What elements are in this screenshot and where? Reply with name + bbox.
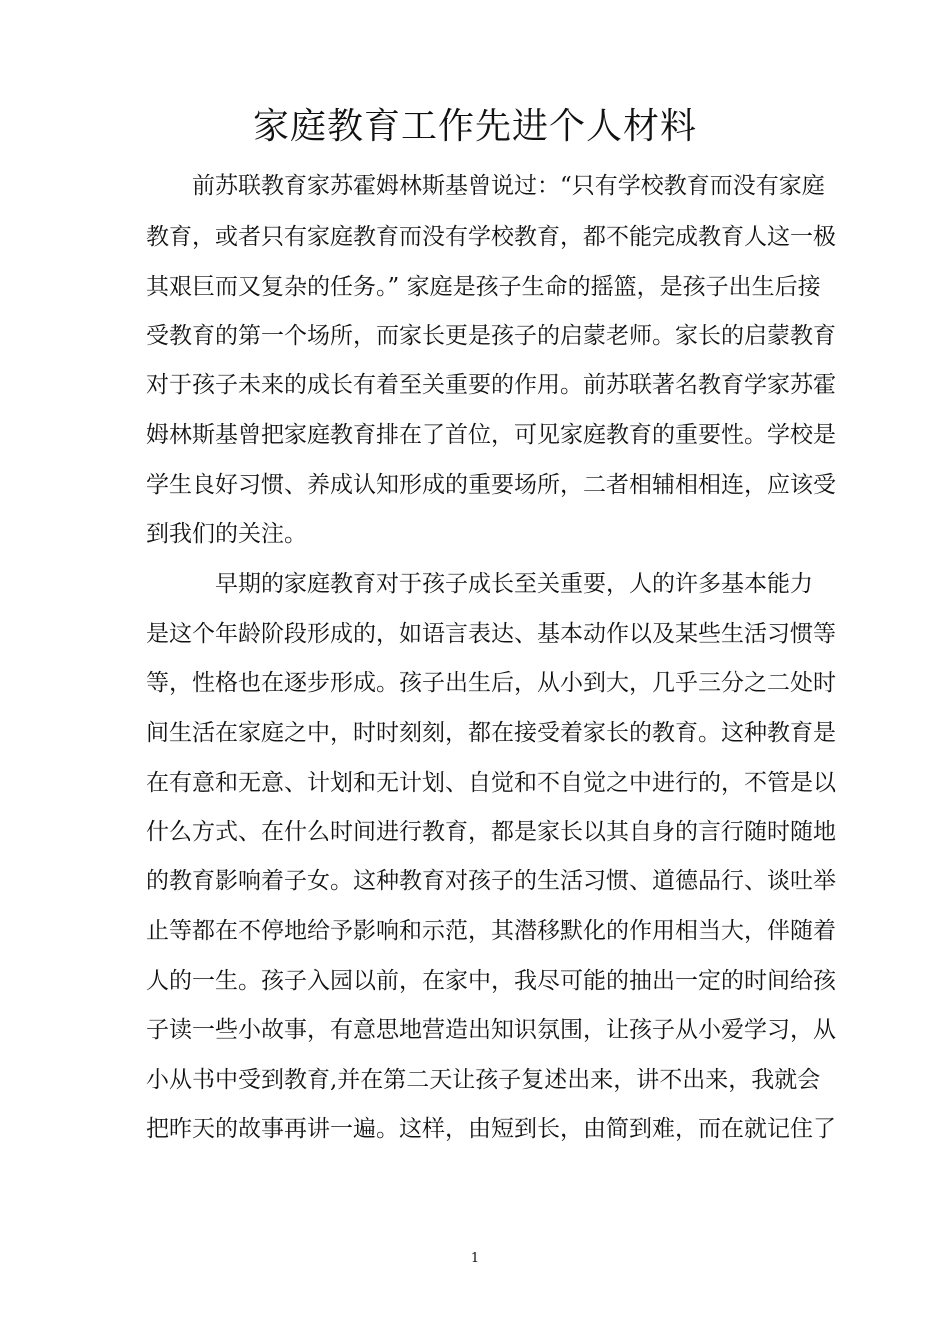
document-title: 家庭教育工作先进个人材料: [252, 106, 697, 147]
text-line: 受教育的第一个场所，而家长更是孩子的启蒙老师。家长的启蒙教育: [146, 323, 836, 349]
text-line: 把昨天的故事再讲一遍。这样，由短到长，由简到难，而在就记住了: [146, 1116, 836, 1142]
text-line: 是这个年龄阶段形成的，如语言表达、基本动作以及某些生活习惯等: [146, 621, 836, 647]
text-line: 学生良好习惯、养成认知形成的重要场所，二者相辅相相连，应该受: [146, 472, 836, 498]
text-line: 前苏联教育家苏霍姆林斯基曾说过：“只有学校教育而没有家庭: [146, 173, 825, 199]
text-line: 子读一些小故事，有意思地营造出知识氛围，让孩子从小爱学习，从: [146, 1017, 836, 1043]
text-line: 其艰巨而又复杂的任务。” 家庭是孩子生命的摇篮，是孩子出生后接: [146, 274, 821, 300]
text-line: 的教育影响着子女。这种教育对孩子的生活习惯、道德品行、谈吐举: [146, 868, 836, 894]
text-line: 什么方式、在什么时间进行教育，都是家长以其自身的言行随时随地: [146, 819, 836, 845]
text-line: 止等都在不停地给予影响和示范，其潜移默化的作用相当大，伴随着: [146, 918, 836, 944]
text-line: 小从书中受到教育,并在第二天让孩子复述出来，讲不出来，我就会: [146, 1067, 821, 1093]
text-line: 姆林斯基曾把家庭教育排在了首位，可见家庭教育的重要性。学校是: [146, 422, 836, 448]
text-line: 等，性格也在逐步形成。孩子出生后，从小到大，几乎三分之二处时: [146, 670, 836, 696]
text-line: 教育，或者只有家庭教育而没有学校教育，都不能完成教育人这一极: [146, 224, 836, 250]
text-line: 早期的家庭教育对于孩子成长至关重要，人的许多基本能力: [146, 571, 813, 597]
text-line: 人的一生。孩子入园以前，在家中，我尽可能的抽出一定的时间给孩: [146, 968, 836, 994]
text-line: 在有意和无意、计划和无计划、自觉和不自觉之中进行的，不管是以: [146, 770, 836, 796]
text-line: 到我们的关注。: [146, 521, 307, 547]
page-number: 1: [470, 1251, 480, 1266]
text-line: 间生活在家庭之中，时时刻刻，都在接受着家长的教育。这种教育是: [146, 720, 836, 746]
text-line: 对于孩子未来的成长有着至关重要的作用。前苏联著名教育学家苏霍: [146, 372, 836, 398]
